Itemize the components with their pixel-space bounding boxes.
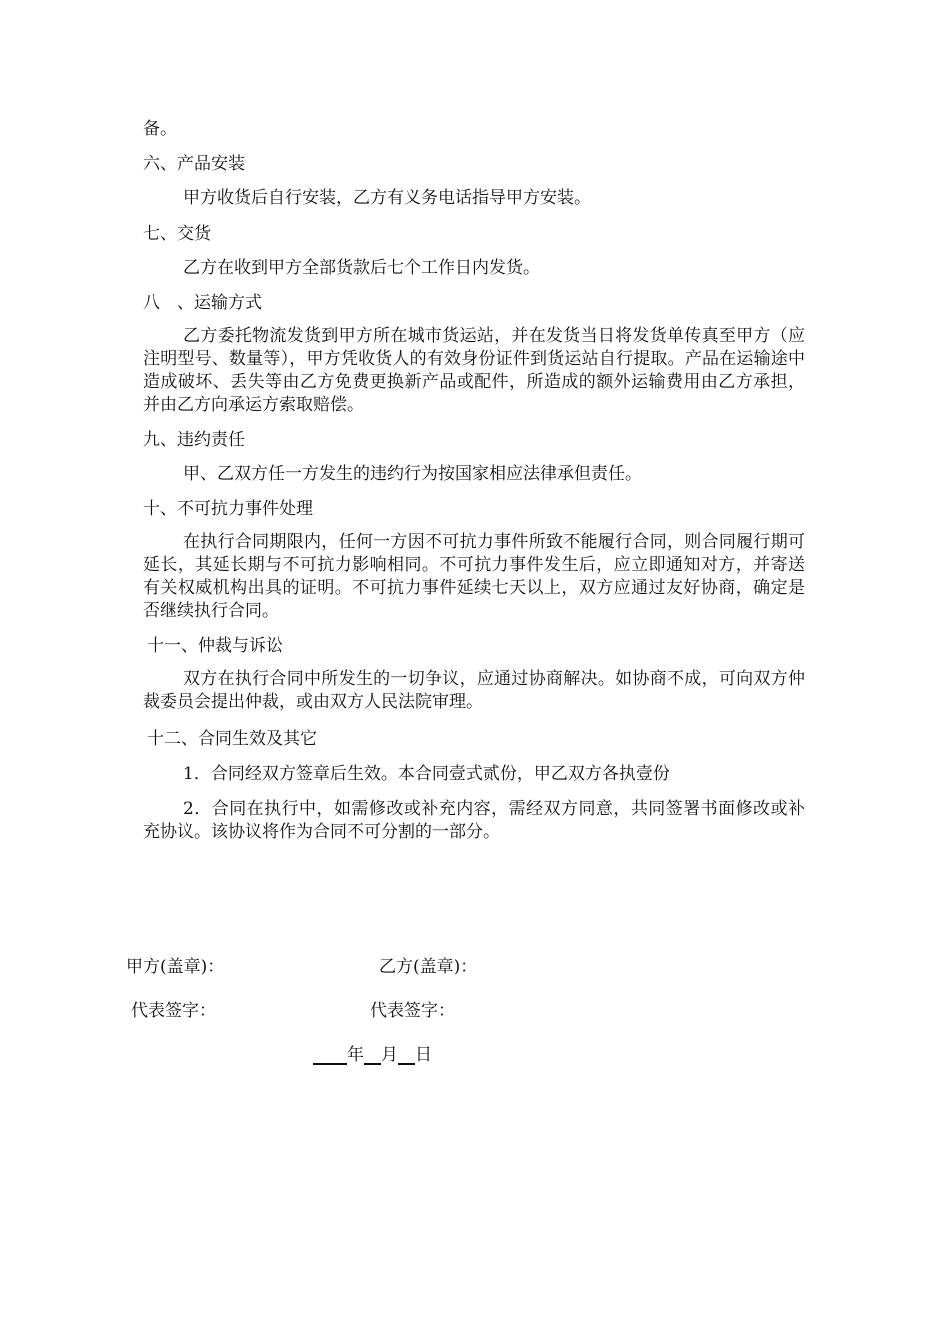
section-7-body: 乙方在收到甲方全部货款后七个工作日内发货。 (183, 258, 540, 278)
month-label: 月 (381, 1045, 398, 1065)
month-blank: __ (364, 1045, 381, 1065)
section-11-body: 双方在执行合同中所发生的一切争议，应通过协商解决。如协商不成，可向双方仲裁委员会提出仲裁，或由双方人民法院审理。 (143, 669, 805, 712)
date-line (313, 1043, 432, 1067)
section-12-item-2: 2．合同在执行中，如需修改或补充内容，需经双方同意，共同签署书面修改或补充协议。该协议将作为合同不可分割的一部分。 (143, 799, 805, 842)
section-6-heading: 六、产品安装 (143, 154, 245, 174)
section-12-heading: 十二、合同生效及其它 (147, 729, 317, 749)
year-blank: ____ (313, 1045, 347, 1065)
section-10-heading: 十、不可抗力事件处理 (143, 499, 313, 519)
continuation-text: 备。 (143, 119, 177, 139)
section-8-body: 乙方委托物流发货到甲方所在城市货运站，并在发货当日将发货单传真至甲方（应注明型号、数量等），甲方凭收货人的有效身份证件到货运站自行提取。产品在运输途中造成破坏、丢失等由乙方免费更换新产品或配件，所造成的额外运输费用由乙方承担，并由乙方向承运方索取赔偿。 (143, 326, 805, 415)
section-12-item-1: 1．合同经双方签章后生效。本合同壹式贰份，甲乙双方各执壹份 (183, 764, 670, 784)
party-b-seal-label: 乙方(盖章)： (379, 957, 478, 977)
day-blank: __ (398, 1045, 415, 1065)
party-a-representative-label: 代表签字： (131, 1001, 216, 1021)
party-b-representative-label: 代表签字： (370, 1001, 455, 1021)
section-9-heading: 九、违约责任 (143, 430, 245, 450)
section-7-heading: 七、交货 (143, 224, 211, 244)
section-6-body: 甲方收货后自行安装，乙方有义务电话指导甲方安装。 (183, 188, 591, 208)
year-label: 年 (347, 1045, 364, 1065)
section-11-heading: 十一、仲裁与诉讼 (147, 636, 283, 656)
party-a-seal-label: 甲方(盖章)： (126, 957, 225, 977)
section-8-heading: 八 、运输方式 (143, 293, 262, 313)
day-label: 日 (415, 1045, 432, 1065)
section-9-body: 甲、乙双方任一方发生的违约行为按国家相应法律承但责任。 (183, 464, 642, 484)
section-10-body: 在执行合同期限内，任何一方因不可抗力事件所致不能履行合同，则合同履行期可延长，其延长期与不可抗力影响相同。不可抗力事件发生后，应立即通知对方，并寄送有关权威机构出具的证明。不可抗力事件延续七天以上，双方应通过友好协商，确定是否继续执行合同。 (143, 532, 805, 621)
